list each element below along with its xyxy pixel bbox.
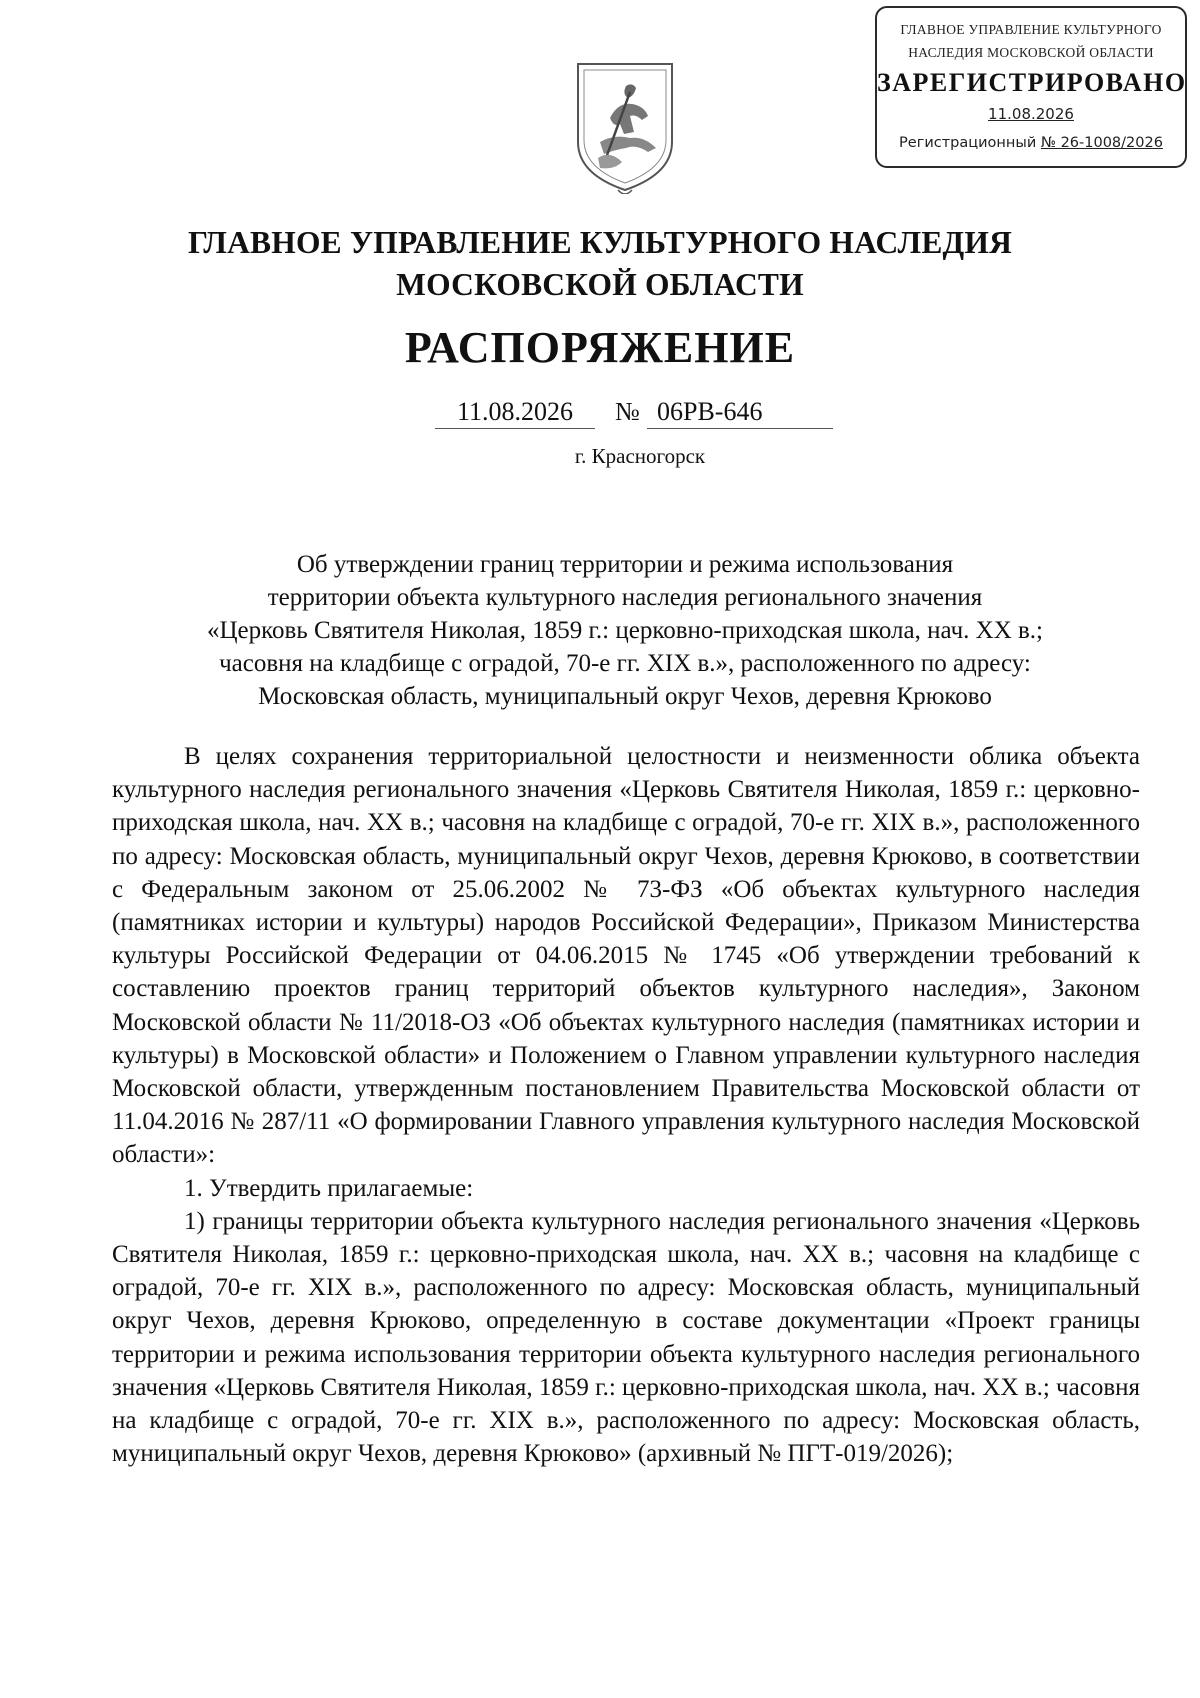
subject-line: часовня на кладбище с оградой, 70-е гг. XIX в.», расположенного по адресу: [219,650,1031,677]
subject-line: территории объекта культурного наследия регионального значения [267,584,983,611]
agency-line2: МОСКОВСКОЙ ОБЛАСТИ [396,267,804,302]
registration-stamp [875,6,1187,168]
stamp-org-line2: НАСЛЕДИЯ МОСКОВСКОЙ ОБЛАСТИ [908,45,1154,60]
document-type: РАСПОРЯЖЕНИЕ [404,323,796,372]
stamp-reg-number [877,133,1185,153]
stamp-status: ЗАРЕГИСТРИРОВАНО [877,68,1187,97]
coat-of-arms-icon [570,58,680,194]
number-sign: № [615,397,640,426]
document-number: 06РВ-646 [647,396,833,429]
stamp-reg-label: Регистрационный [899,135,1037,151]
agency-name [0,222,1200,306]
subject-line: Об утверждении границ территории и режима использования [296,551,954,578]
document-date-number [425,396,835,428]
body-paragraph: 1. Утвердить прилагаемые: [184,1174,474,1202]
body-paragraph: 1) границы территории объекта культурного наследия регионального значения «Церковь Святителя Николая, 1859 г.: церковно-приходская школа, нач. XX в.; часовня на кладбище с оградой, 70-е гг. XIX в.», расположенного по адресу: Московская область, муниципальный округ Чехов, деревня Крюково, определенную в составе документации «Проект границы территории и режима использования территории объекта культурного наследия регионального значения «Церковь Святителя Николая, 1859 г.: церковно-приходская школа, нач. XX в.; часовня на кладбище с оградой, 70-е гг. XIX в.», расположенного по адресу: Московская область, муниципальный округ Чехов, деревня Крюково» (архивный № ПГТ-019/2026); [112,1207,1140,1468]
agency-line1: ГЛАВНОЕ УПРАВЛЕНИЕ КУЛЬТУРНОГО НАСЛЕДИЯ [187,225,1013,260]
document-subject [0,548,1200,713]
document-date: 11.08.2026 [435,396,595,429]
stamp-reg-number-value: № 26-1008/2026 [1040,135,1163,151]
document-body [112,740,1140,1470]
body-paragraph: В целях сохранения территориальной целостности и неизменности облика объекта культурного наследия регионального значения «Церковь Святителя Николая, 1859 г.: церковно-приходская школа, нач. XX в.; часовня на кладбище с оградой, 70-е гг. XIX в.», расположенного по адресу: Московская область, муниципальный округ Чехов, деревня Крюково, в соответствии с Федеральным законом от 25.06.2002 № 73-ФЗ «Об объектах культурного наследия (памятниках истории и культуры) народов Российской Федерации», Приказом Министерства культуры Российской Федерации от 04.06.2015 № 1745 «Об утверждении требований к составлению проектов границ территорий объектов культурного наследия», Законом Московской области № 11/2018-ОЗ «Об объектах культурного наследия (памятниках истории и культуры) в Московской области» и Положением о Главном управлении культурного наследия Московской области, утвержденным постановлением Правительства Московской области от 11.04.2016 № 287/11 «О формировании Главного управления культурного наследия Московской области»: [112,743,1140,1169]
stamp-date: 11.08.2026 [988,105,1074,123]
subject-line: Московская область, муниципальный округ Чехов, деревня Крюково [258,683,992,710]
subject-line: «Церковь Святителя Николая, 1859 г.: церковно-приходская школа, нач. XX в.; [206,617,1043,644]
document-city: г. Красногорск [574,444,706,468]
stamp-org-line1: ГЛАВНОЕ УПРАВЛЕНИЕ КУЛЬТУРНОГО [900,22,1162,37]
